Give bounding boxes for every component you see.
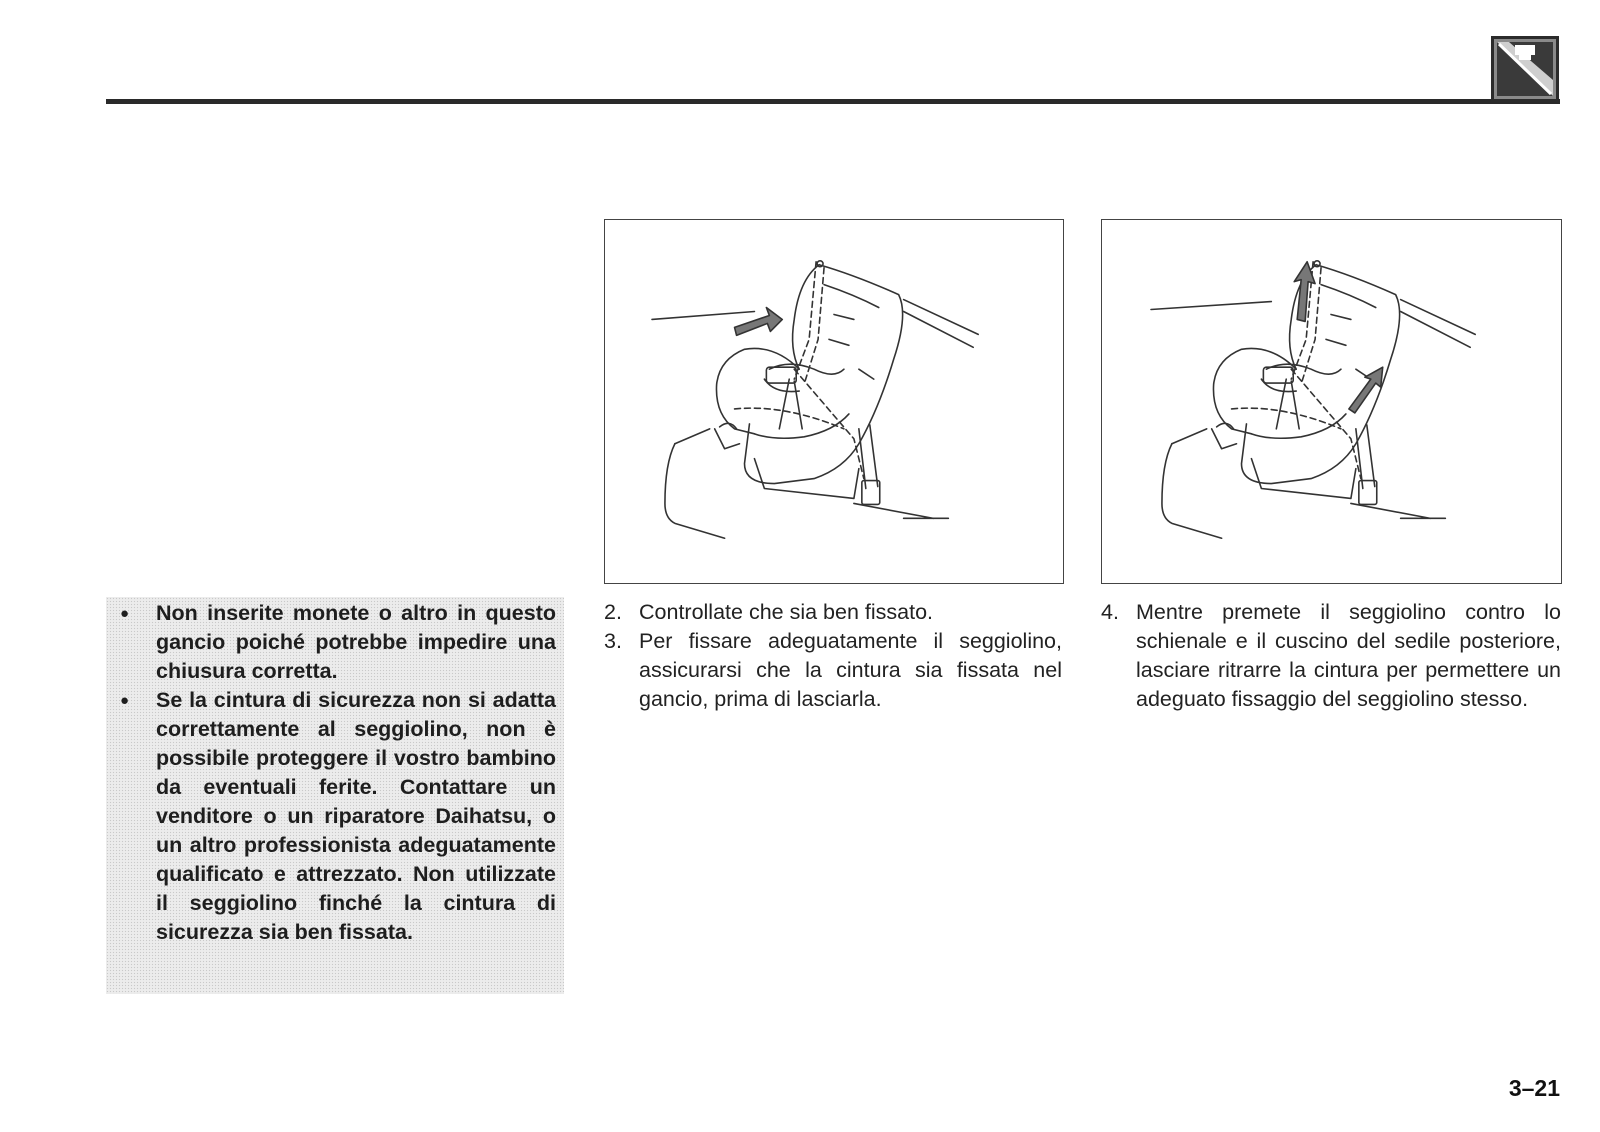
header-rule [106,99,1560,104]
page-number: 3–21 [1508,1075,1560,1101]
child-seat-belt-retract-illustration [1102,220,1561,583]
step-text: Per fissare adeguatamente il seggiolino, assicurarsi che la cintura sia fissata nel gancio, prima di lasciarla. [639,629,1062,711]
child-seat-icon [1491,36,1559,102]
figure-belt-pull [604,219,1064,584]
figure-belt-retract [1101,219,1562,584]
step-number: 4. [1101,600,1119,624]
step-list-middle [604,598,1062,714]
step-item [604,627,1062,714]
step-item [604,598,1062,627]
step-list-right [1101,598,1561,714]
step-text: Controllate che sia ben fissato. [639,600,933,624]
warning-item [114,686,556,947]
step-item [1101,598,1561,714]
warning-box [106,597,564,994]
step-number: 2. [604,600,622,624]
warning-item [114,599,556,686]
step-number: 3. [604,629,622,653]
warning-text: Se la cintura di sicurezza non si adatta correttamente al seggiolino, non è possibile proteggere il vostro bambino da eventuali ferite. Contattare un venditore o un riparatore Daihatsu, o un altro professionista adeguatamente qualificato e attrezzato. Non utilizzate il seggiolino finché la cintura di sicurezza sia ben fissata. [156,688,556,944]
child-seat-belt-pull-illustration [605,220,1063,583]
step-text: Mentre premete il seggiolino contro lo schienale e il cuscino del sedile posteriore, lasciare ritrarre la cintura per permettere un adeguato fissaggio del seggiolino stesso. [1136,600,1561,711]
bullet-icon: ● [120,692,130,709]
bullet-icon: ● [120,605,130,622]
warning-text: Non inserite monete o altro in questo gancio poiché potrebbe impedire una chiusura corretta. [156,601,556,683]
